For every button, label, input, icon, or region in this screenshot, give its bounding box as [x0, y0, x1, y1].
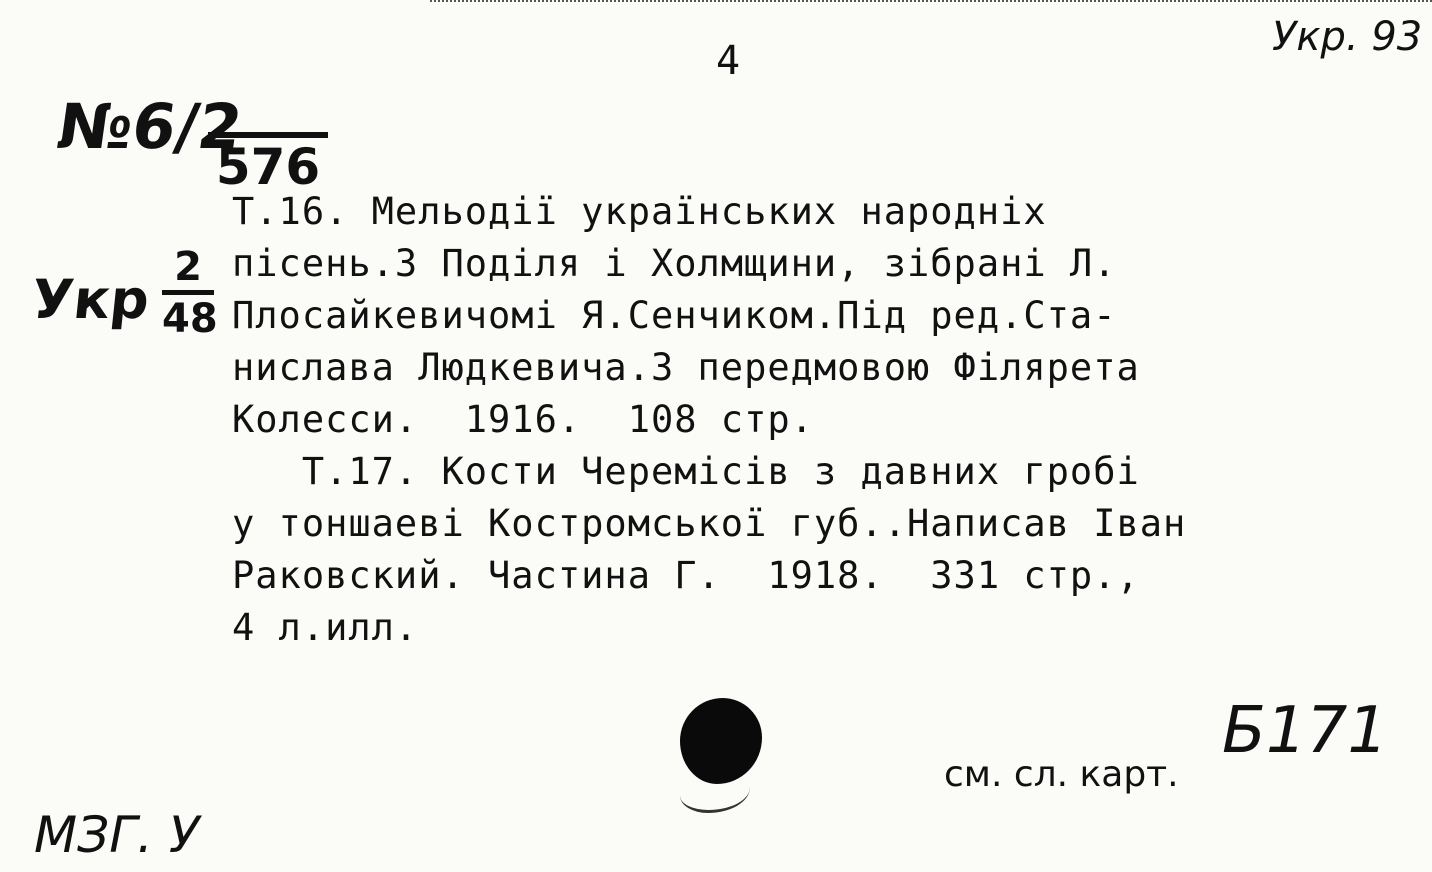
shelfmark-left-numerator: 2	[162, 244, 214, 295]
shelfmark-main-prefix: №6/2	[52, 90, 247, 163]
entry-line: Т.17. Кости Черемісів з давних гробі	[232, 450, 1140, 493]
stamp-bottom-left: МЗГ. У	[34, 806, 200, 864]
entry-line: Раковский. Частина Г. 1918. 331 стр.,	[232, 554, 1140, 597]
entry-line: Плосайкевичомі Я.Сенчиком.Під ред.Ста-	[232, 294, 1117, 337]
see-next-card-note: см. сл. карт.	[944, 754, 1179, 795]
shelfmark-main-numerator	[208, 112, 328, 138]
entry-line: Т.16. Мельодії українських народніх	[232, 190, 1047, 233]
entry-line: 4 л.илл.	[232, 606, 419, 649]
shelfmark-left-denominator: 48	[162, 296, 218, 342]
entry-line: пісень.З Поділя і Холмщини, зібрані Л.	[232, 242, 1117, 285]
ink-smudge	[680, 770, 750, 813]
shelfmark-main-fraction	[208, 112, 328, 196]
shelfmark-top-right: Укр. 93	[1272, 14, 1423, 60]
entry-line: нислава Людкевича.З передмовою Філярета	[232, 346, 1140, 389]
entry-line: у тоншаеві Костромської губ..Написав Іван	[232, 502, 1187, 545]
page-number: 4	[716, 38, 741, 84]
entry-line: Колесси. 1916. 108 стр.	[232, 398, 814, 441]
top-dotted-edge	[430, 0, 1432, 2]
inventory-number: Б171	[1222, 694, 1389, 768]
shelfmark-left-prefix: Укр	[28, 268, 153, 331]
catalog-entry-text	[232, 186, 1432, 654]
shelfmark-left-fraction	[162, 244, 218, 343]
shelfmark-main-denominator: 576	[215, 138, 321, 196]
